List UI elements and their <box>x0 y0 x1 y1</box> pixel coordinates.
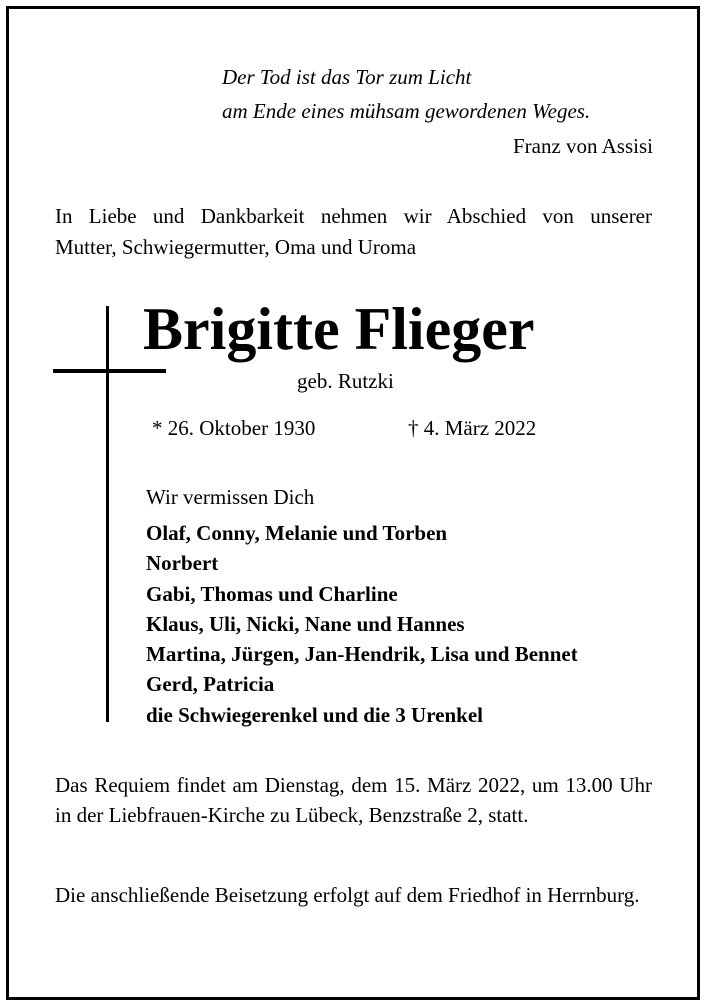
intro-line-1: In Liebe und Dankbarkeit nehmen wir Abschied von unserer <box>55 204 652 228</box>
mourner-line: die Schwiegerenkel und die 3 Urenkel <box>146 702 483 727</box>
intro-line-2: Mutter, Schwiegermutter, Oma und Uroma <box>55 235 417 259</box>
mourners-list <box>146 518 578 730</box>
mourner-line: Norbert <box>146 551 219 576</box>
quote-line-1: Der Tod ist das Tor zum Licht <box>222 65 472 89</box>
cross-horizontal-bar <box>53 369 166 373</box>
mourner-line: Gabi, Thomas und Charline <box>146 581 398 606</box>
mourners-heading: Wir vermissen Dich <box>146 485 315 509</box>
quote-line-2: am Ende eines mühsam gewordenen Weges. <box>222 99 591 123</box>
burial-paragraph: Die anschließende Beisetzung erfolgt auf dem Friedhof in Herrnburg. <box>55 883 640 907</box>
mourner-line: Olaf, Conny, Melanie und Torben <box>146 521 448 545</box>
maiden-name: geb. Rutzki <box>297 369 394 393</box>
death-date: † 4. März 2022 <box>408 416 537 440</box>
mourner-line: Martina, Jürgen, Jan-Hendrik, Lisa und Bennet <box>146 642 578 667</box>
deceased-name: Brigitte Flieger <box>143 296 535 362</box>
mourner-line: Klaus, Uli, Nicki, Nane und Hannes <box>146 611 465 636</box>
requiem-paragraph: Das Requiem findet am Dienstag, dem 15. März 2022, um 13.00 Uhr in der Liebfrauen-Kirche zu Lübeck, Benzstraße 2, statt. <box>55 773 652 827</box>
birth-date: * 26. Oktober 1930 <box>152 416 316 440</box>
mourner-line: Gerd, Patricia <box>146 672 275 697</box>
quote-author: Franz von Assisi <box>512 134 653 158</box>
